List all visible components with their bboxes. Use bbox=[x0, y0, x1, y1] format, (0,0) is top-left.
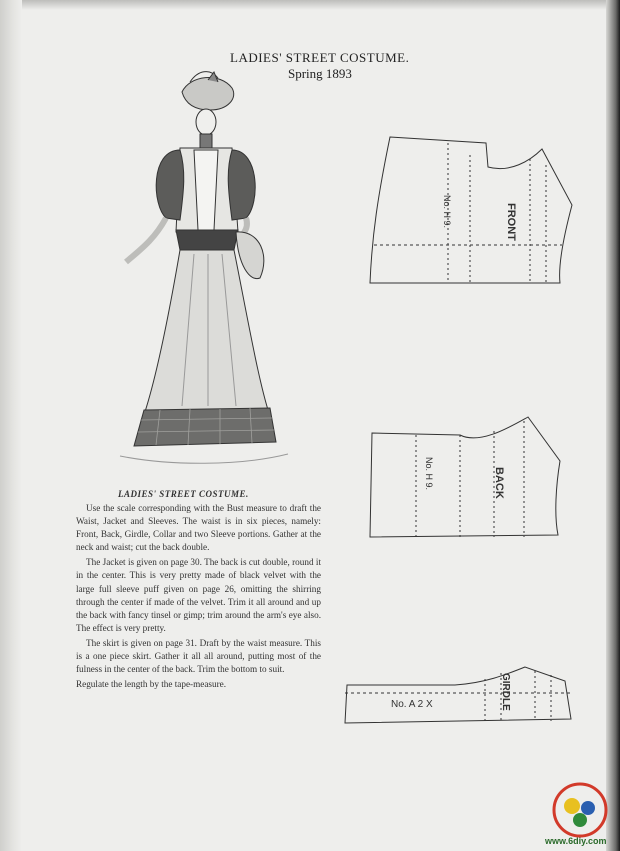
front-pattern-name: FRONT bbox=[505, 203, 517, 241]
girdle-pattern-name: GIRDLE bbox=[500, 673, 511, 711]
instructions-paragraph: The skirt is given on page 31. Draft by the waist measure. This is a one piece skirt. Gather it all all around, putting most of the fulness in the center of the back. Trim the bottom to suit. bbox=[76, 637, 321, 675]
instructions-paragraph: The Jacket is given on page 30. The back is cut double, round it in the center. This is very pretty made of black velvet with the large full sleeve puff given on page 26, omitting the shirring through the center if made of the velvet. Trim it all around and up the back with fancy tinsel or gimp; trim around the arm's eye also. The effect is very pretty. bbox=[76, 557, 321, 633]
girdle-pattern-piece bbox=[335, 655, 585, 735]
illustration-caption: LADIES' STREET COSTUME. bbox=[118, 489, 249, 499]
back-pattern-piece bbox=[360, 405, 585, 550]
instructions-paragraph: Regulate the length by the tape-measure. bbox=[76, 679, 227, 690]
page-top-shadow bbox=[0, 0, 620, 10]
watermark-site: www.6diy.com bbox=[545, 836, 607, 846]
back-pattern-name: BACK bbox=[493, 467, 505, 499]
page-title: LADIES' STREET COSTUME. bbox=[230, 50, 410, 65]
page-subtitle: Spring 1893 bbox=[288, 66, 352, 81]
instructions-text bbox=[76, 502, 321, 693]
front-pattern-piece bbox=[350, 115, 590, 305]
back-pattern-number: No. H 9. bbox=[424, 457, 434, 491]
page-edge-shadow bbox=[606, 0, 620, 851]
costume-illustration bbox=[110, 70, 290, 470]
book-spine-shadow bbox=[0, 0, 22, 851]
front-pattern-number: No. H 9. bbox=[442, 195, 452, 229]
girdle-pattern-number: No. A 2 X bbox=[391, 699, 433, 710]
instructions-paragraph: Use the scale corresponding with the Bust measure to draft the Waist, Jacket and Sleeves. The waist is in six pieces, namely: Front, Back, Girdle, Collar and two Sleeve portions. Gather at the neck and waist; cut the back double. bbox=[76, 503, 321, 553]
